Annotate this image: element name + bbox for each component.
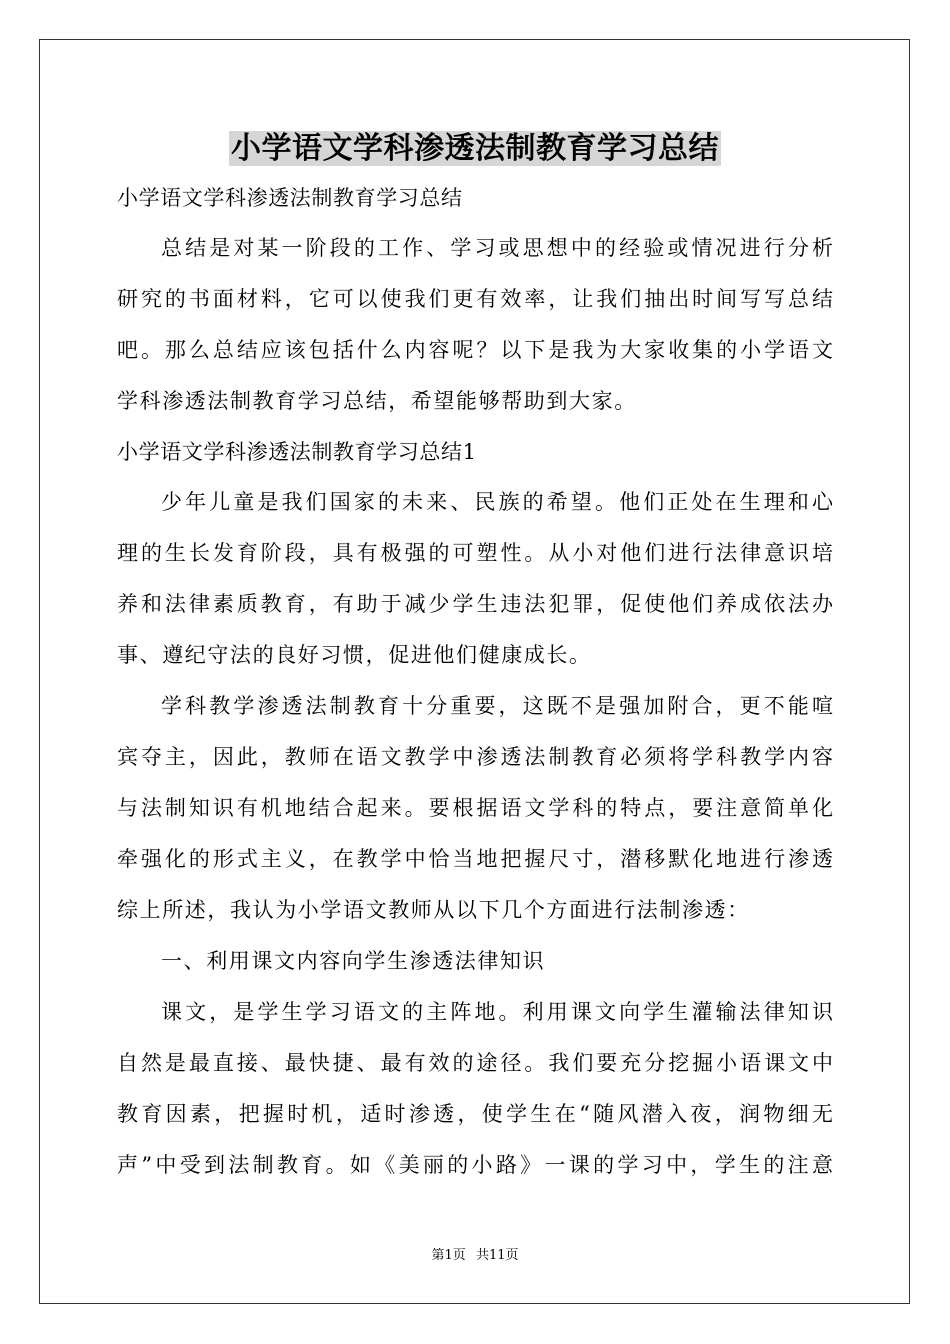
text-line: 研究的书面材料，它可以使我们更有效率，让我们抽出时间写写总结 [117, 287, 833, 311]
text-line: 学科渗透法制教育学习总结，希望能够帮助到大家。 [117, 389, 637, 413]
text-line: 少年儿童是我们国家的未来、民族的希望。他们正处在生理和心 [161, 490, 833, 514]
text-line: 综上所述，我认为小学语文教师从以下几个方面进行法制渗透： [117, 898, 750, 922]
text-line: 课文，是学生学习语文的主阵地。利用课文向学生灌输法律知识 [161, 1000, 833, 1024]
page-footer [0, 1247, 950, 1265]
text-line: 吧。那么总结应该包括什么内容呢？以下是我为大家收集的小学语文 [117, 338, 833, 362]
text-line: 与法制知识有机地结合起来。要根据语文学科的特点，要注意简单化 [117, 796, 833, 820]
text-line: 总结是对某一阶段的工作、学习或思想中的经验或情况进行分析 [161, 236, 833, 260]
text-line: 小学语文学科渗透法制教育学习总结1 [117, 440, 477, 464]
text-line: 教育因素，把握时机，适时渗透，使学生在“随风潜入夜，润物细无 [117, 1102, 833, 1126]
text-line: 声”中受到法制教育。如《美丽的小路》一课的学习中，学生的注意 [117, 1153, 833, 1177]
text-line: 学科教学渗透法制教育十分重要，这既不是强加附合，更不能喧 [161, 694, 833, 718]
text-line: 养和法律素质教育，有助于减少学生违法犯罪，促使他们养成依法办 [117, 592, 833, 616]
text-line: 理的生长发育阶段，具有极强的可塑性。从小对他们进行法律意识培 [117, 541, 833, 565]
page-number: 第1页 [431, 1248, 466, 1263]
text-line: 事、遵纪守法的良好习惯，促进他们健康成长。 [117, 643, 592, 667]
text-line: 宾夺主，因此，教师在语文教学中渗透法制教育必须将学科教学内容 [117, 745, 833, 769]
page-total: 共11页 [475, 1248, 519, 1263]
document-body [117, 173, 833, 1191]
text-line: 一、利用课文内容向学生渗透法律知识 [161, 949, 546, 973]
text-line: 自然是最直接、最快捷、最有效的途径。我们要充分挖掘小语课文中 [117, 1051, 833, 1075]
text-line: 牵强化的形式主义，在教学中恰当地把握尺寸，潜移默化地进行渗透 [117, 847, 833, 871]
document-title-text: 小学语文学科渗透法制教育学习总结 [231, 131, 719, 166]
document-title [0, 126, 950, 172]
text-line: 小学语文学科渗透法制教育学习总结 [117, 186, 463, 210]
